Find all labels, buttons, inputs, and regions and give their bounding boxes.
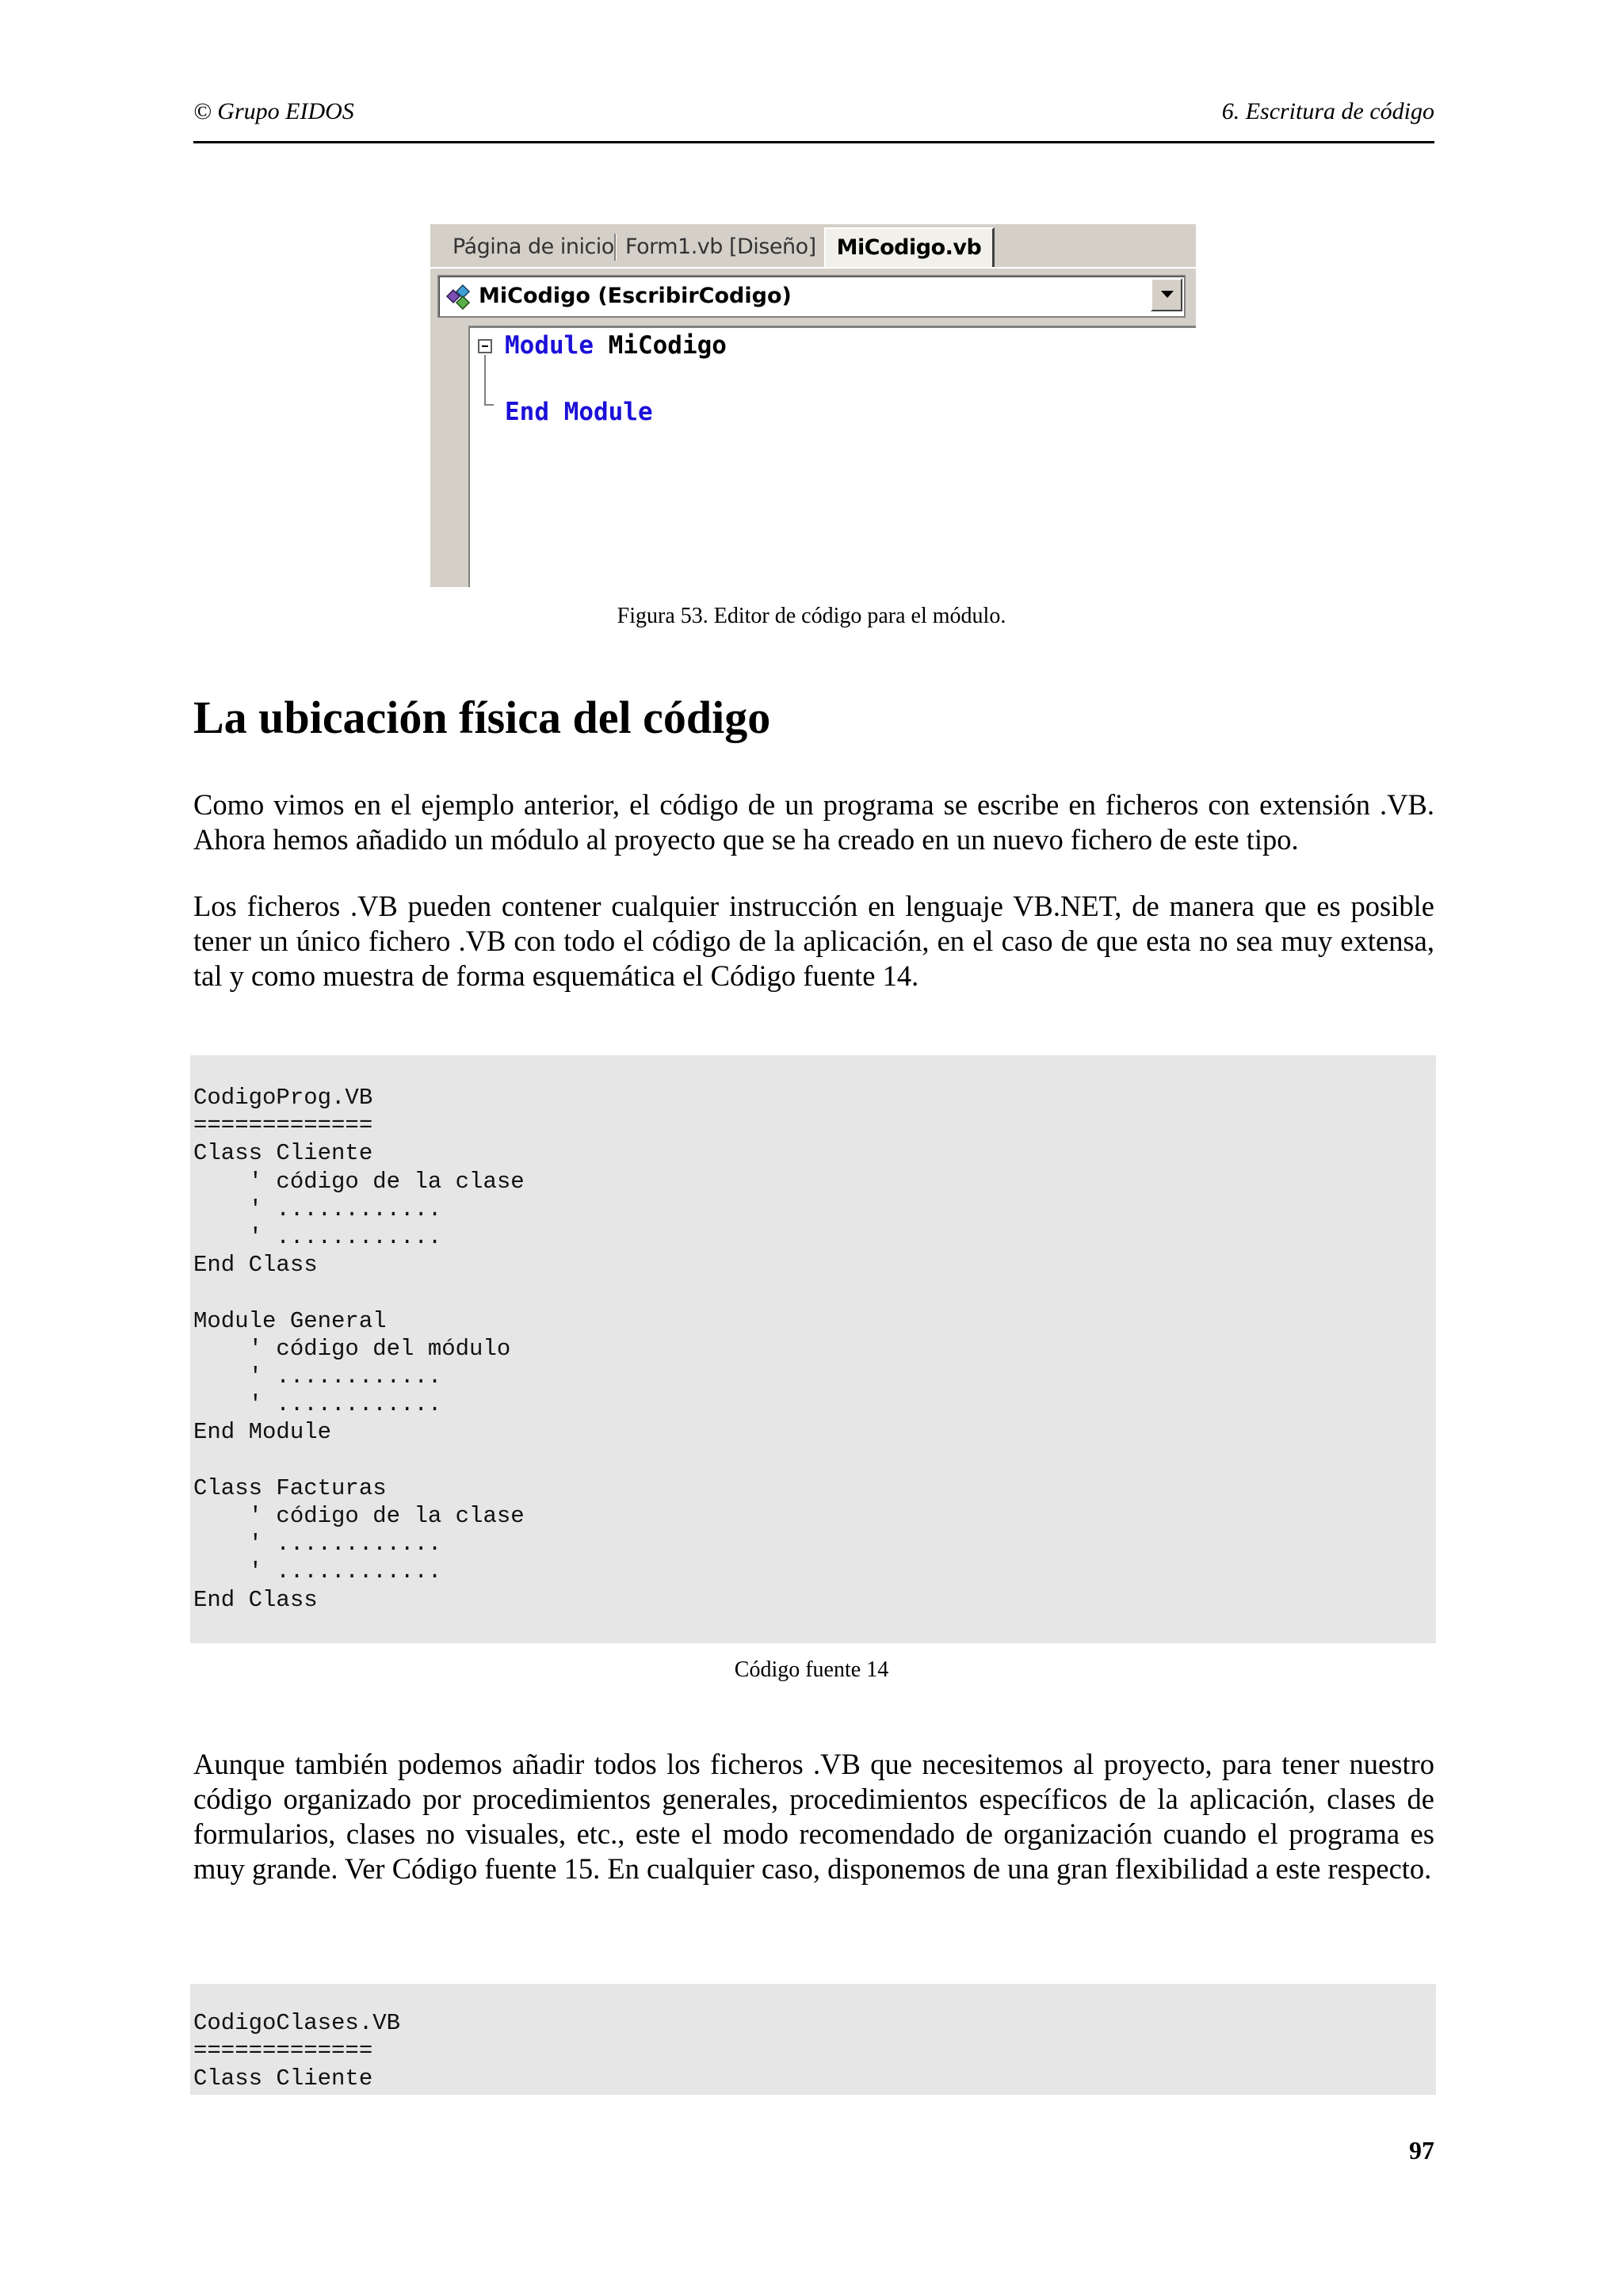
paragraph-3: Aunque también podemos añadir todos los ficheros .VB que necesitemos al proyecto, para tener nuestro código organizado por procedimientos generales, procedimientos específicos de la aplicación, clases de formularios, clases no visuales, etc., este el modo recomendado de organización cuando el programa es muy grande. Ver Código fuente 15. En cualquier caso, disponemos de una gran flexibilidad a este respecto. xyxy=(193,1748,1434,1885)
header-publisher: © Grupo EIDOS xyxy=(193,98,354,124)
editor-tab-strip xyxy=(430,224,1196,269)
code-listing-text: CodigoClases.VB ============= Class Cliente xyxy=(193,2010,401,2092)
code-line-module xyxy=(505,331,727,360)
outline-line-end xyxy=(484,404,494,406)
keyword: Module xyxy=(505,331,594,360)
identifier: MiCodigo xyxy=(608,331,727,360)
code-listing-text: CodigoProg.VB ============= Class Cliente ' código de la clase ' ............ ' ............ End Class Module General ' código del módulo ' ............ ' ............ End Module Class Facturas ' código de la clase ' ............ ' ............ End Class xyxy=(193,1085,525,1613)
collapse-minus-icon[interactable] xyxy=(478,339,492,353)
class-name-dropdown[interactable] xyxy=(437,275,1186,318)
paragraph-1: Como vimos en el ejemplo anterior, el código de un programa se escribe en ficheros con extensión .VB. Ahora hemos añadido un módulo al proyecto que se ha creado en un nuevo fichero de este tipo. xyxy=(193,788,1434,856)
code-listing-caption: Código fuente 14 xyxy=(734,1657,889,1682)
dropdown-arrow-icon[interactable] xyxy=(1151,278,1182,311)
page-number: 97 xyxy=(1409,2136,1434,2164)
section-title: La ubicación física del código xyxy=(193,692,771,743)
tab-start-page[interactable]: Página de inicio xyxy=(453,235,614,259)
editor-margin xyxy=(430,326,470,587)
code-listing-15 xyxy=(190,1984,1436,2095)
tab-separator xyxy=(614,234,617,261)
keyword: End Module xyxy=(505,398,653,426)
tab-form1-design[interactable]: Form1.vb [Diseño] xyxy=(625,235,816,259)
outline-line xyxy=(484,355,486,404)
header-chapter: 6. Escritura de código xyxy=(1221,98,1434,124)
module-members-icon xyxy=(444,282,474,311)
running-header xyxy=(193,93,1434,143)
tab-micodigo[interactable]: MiCodigo.vb xyxy=(824,227,995,267)
code-line-end-module xyxy=(505,398,653,426)
figure-caption: Figura 53. Editor de código para el módulo. xyxy=(617,604,1006,628)
paragraph-2: Los ficheros .VB pueden contener cualquier instrucción en lenguaje VB.NET, de manera que es posible tener un único fichero .VB con todo el código de la aplicación, en el caso de que esta no sea muy extensa, tal y como muestra de forma esquemática el Código fuente 14. xyxy=(193,890,1434,992)
code-area[interactable] xyxy=(470,326,1196,587)
code-listing-14 xyxy=(190,1055,1436,1643)
dropdown-selected-value: MiCodigo (EscribirCodigo) xyxy=(479,284,792,308)
code-editor-figure xyxy=(430,224,1196,587)
